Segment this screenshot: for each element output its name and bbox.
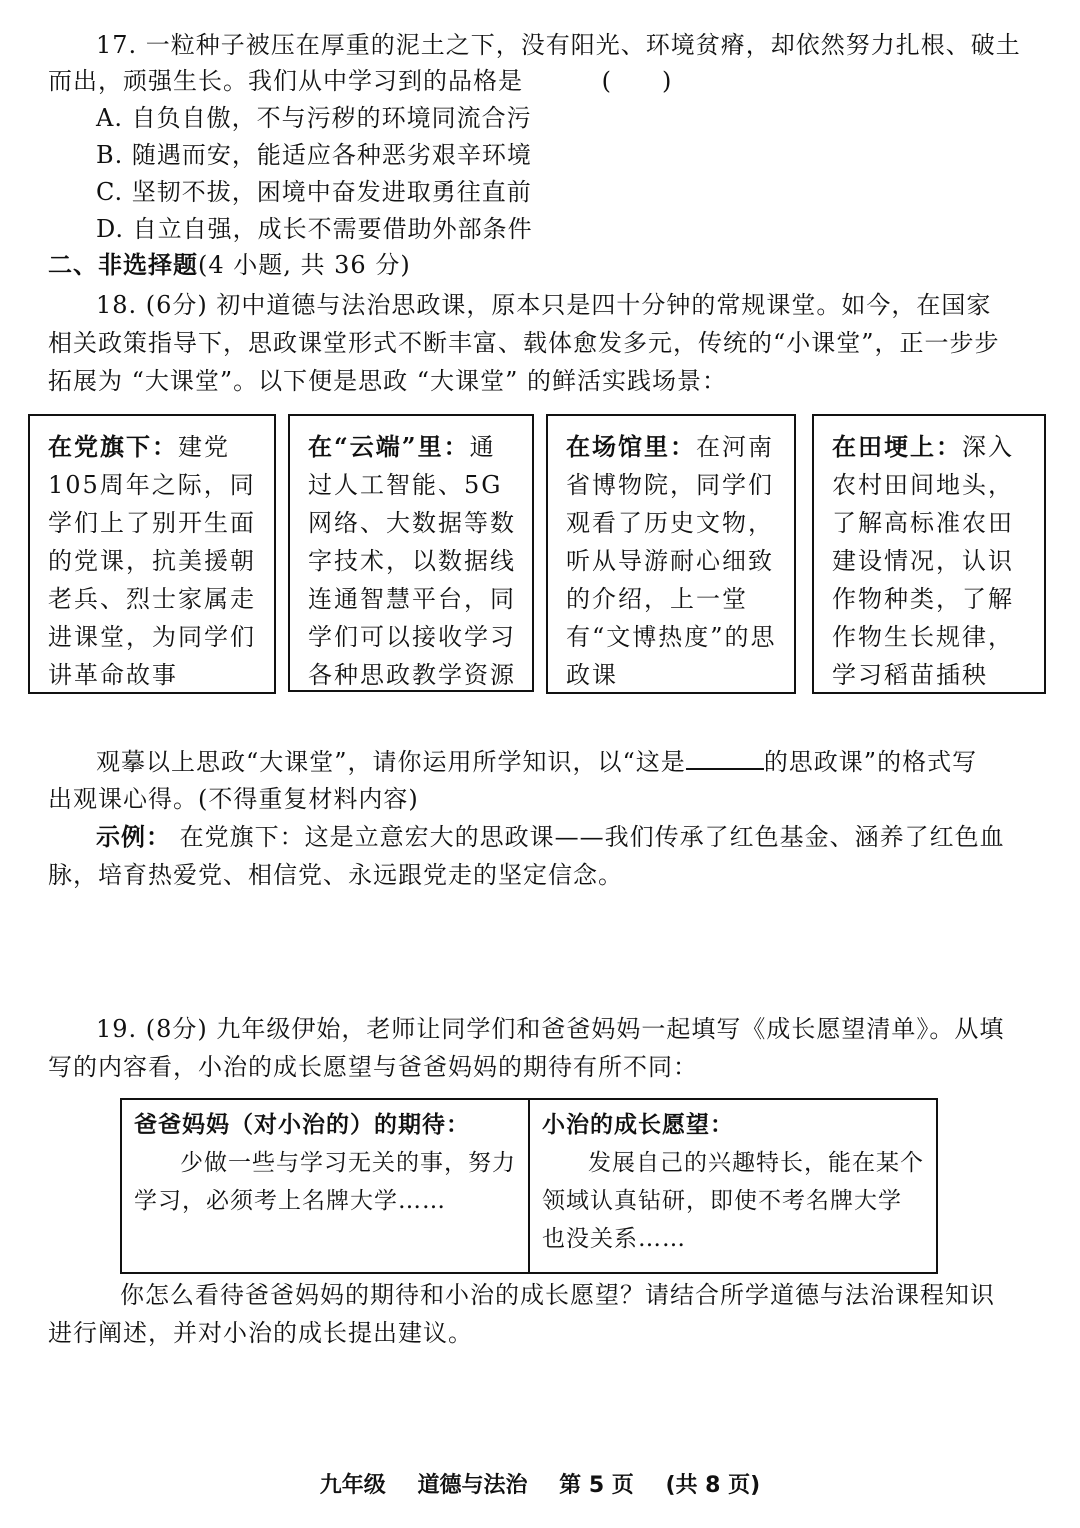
scene-text: 通过人工智能、5G网络、大数据等数字技术，以数据线连通智慧平台，同学们可以接收学习各种思政教学资源: [308, 433, 516, 689]
q18-ask-line2: 出观课心得。(不得重复材料内容): [48, 785, 419, 813]
parents-expectation-heading: 爸爸妈妈（对小治的）的期待：: [134, 1111, 470, 1138]
q18-stem-line2: 相关政策指导下，思政课堂形式不断丰富、载体愈发多元，传统的“小课堂”，正一步步: [48, 329, 1000, 357]
scene-text: 深入农村田间地头，了解高标准农田建设情况，认识作物种类，了解作物生长规律，学习稻苗插秧: [832, 433, 1014, 689]
footer-grade: 九年级: [319, 1473, 386, 1498]
parents-expectation-cell: [122, 1100, 528, 1272]
q17-stem-line2: [48, 66, 672, 96]
q18-scene-box-cloud: [288, 414, 534, 692]
footer-page-number: 第 5 页: [559, 1473, 634, 1498]
q19-ask-line1: 你怎么看待爸爸妈妈的期待和小治的成长愿望？请结合所学道德与法治课程知识: [120, 1281, 995, 1309]
q18-example-line1: [96, 822, 1005, 852]
q19-comparison-table: [120, 1098, 938, 1274]
scene-label: 在场馆里：: [566, 432, 696, 461]
answer-blank: [686, 746, 764, 770]
scene-label: 在党旗下：: [48, 432, 178, 461]
q18-example-line2: 脉，培育热爱党、相信党、永远跟党走的坚定信念。: [48, 861, 623, 889]
q17-answer-paren: ( ): [601, 67, 673, 95]
scene-label: 在田埂上：: [832, 432, 962, 461]
q18-scene-box-party-flag: [28, 414, 276, 694]
example-text: 在党旗下：这是立意宏大的思政课——我们传承了红色基金、涵养了红色血: [179, 823, 1005, 851]
parents-expectation-text: 少做一些与学习无关的事，努力学习，必须考上名牌大学……: [134, 1150, 516, 1214]
q18-ask-part1: 观摹以上思政“大课堂”，请你运用所学知识，以“这是: [96, 748, 686, 776]
section2-title: 二、非选择题: [48, 250, 198, 279]
q18-ask-part2: 的思政课”的格式写: [763, 748, 978, 776]
page-footer: [0, 1468, 1080, 1499]
q17-option-d: D. 自立自强，成长不需要借助外部条件: [96, 215, 533, 243]
section2-note: (4 小题, 共 36 分): [198, 251, 411, 279]
xiaozhi-wish-text: 发展自己的兴趣特长，能在某个领域认真钻研，即使不考名牌大学也没关系……: [542, 1150, 924, 1252]
xiaozhi-wish-heading: 小治的成长愿望：: [542, 1111, 734, 1138]
footer-total-pages: (共 8 页): [665, 1473, 761, 1498]
footer-subject: 道德与法治: [417, 1473, 528, 1498]
scene-label: 在“云端”里：: [308, 432, 470, 461]
q19-ask-line2: 进行阐述，并对小治的成长提出建议。: [48, 1319, 473, 1347]
q18-stem-line3: 拓展为 “大课堂”。以下便是思政 “大课堂” 的鲜活实践场景：: [48, 367, 727, 395]
q17-option-c: C. 坚韧不拔，困境中奋发进取勇往直前: [96, 178, 532, 206]
scene-text: 建党105周年之际，同学们上了别开生面的党课，抗美援朝老兵、烈士家属走进课堂，为同学们讲革命故事: [48, 433, 256, 689]
q18-stem-line1: 18. (6分) 初中道德与法治思政课，原本只是四十分钟的常规课堂。如今，在国家: [96, 291, 992, 319]
q19-stem-line2: 写的内容看，小治的成长愿望与爸爸妈妈的期待有所不同：: [48, 1053, 698, 1081]
q17-stem-line1: 17. 一粒种子被压在厚重的泥土之下，没有阳光、环境贫瘠，却依然努力扎根、破土: [96, 31, 1021, 59]
example-label: 示例：: [96, 822, 171, 851]
q18-ask-line1: [96, 746, 977, 777]
scene-text: 在河南省博物院，同学们观看了历史文物，听从导游耐心细致的介绍，上一堂有“文博热度”的思政课: [566, 433, 777, 689]
q19-stem-line1: 19. (8分) 九年级伊始，老师让同学们和爸爸妈妈一起填写《成长愿望清单》。从填: [96, 1015, 1005, 1043]
q18-scene-box-museum: [546, 414, 796, 694]
q17-option-a: A. 自负自傲，不与污秽的环境同流合污: [96, 104, 532, 132]
q17-option-b: B. 随遇而安，能适应各种恶劣艰辛环境: [96, 141, 532, 169]
xiaozhi-wish-cell: [528, 1100, 936, 1272]
section2-heading: [48, 250, 411, 280]
q17-stem-line2-text: 而出，顽强生长。我们从中学习到的品格是: [48, 67, 523, 95]
q18-scene-box-field: [812, 414, 1046, 694]
